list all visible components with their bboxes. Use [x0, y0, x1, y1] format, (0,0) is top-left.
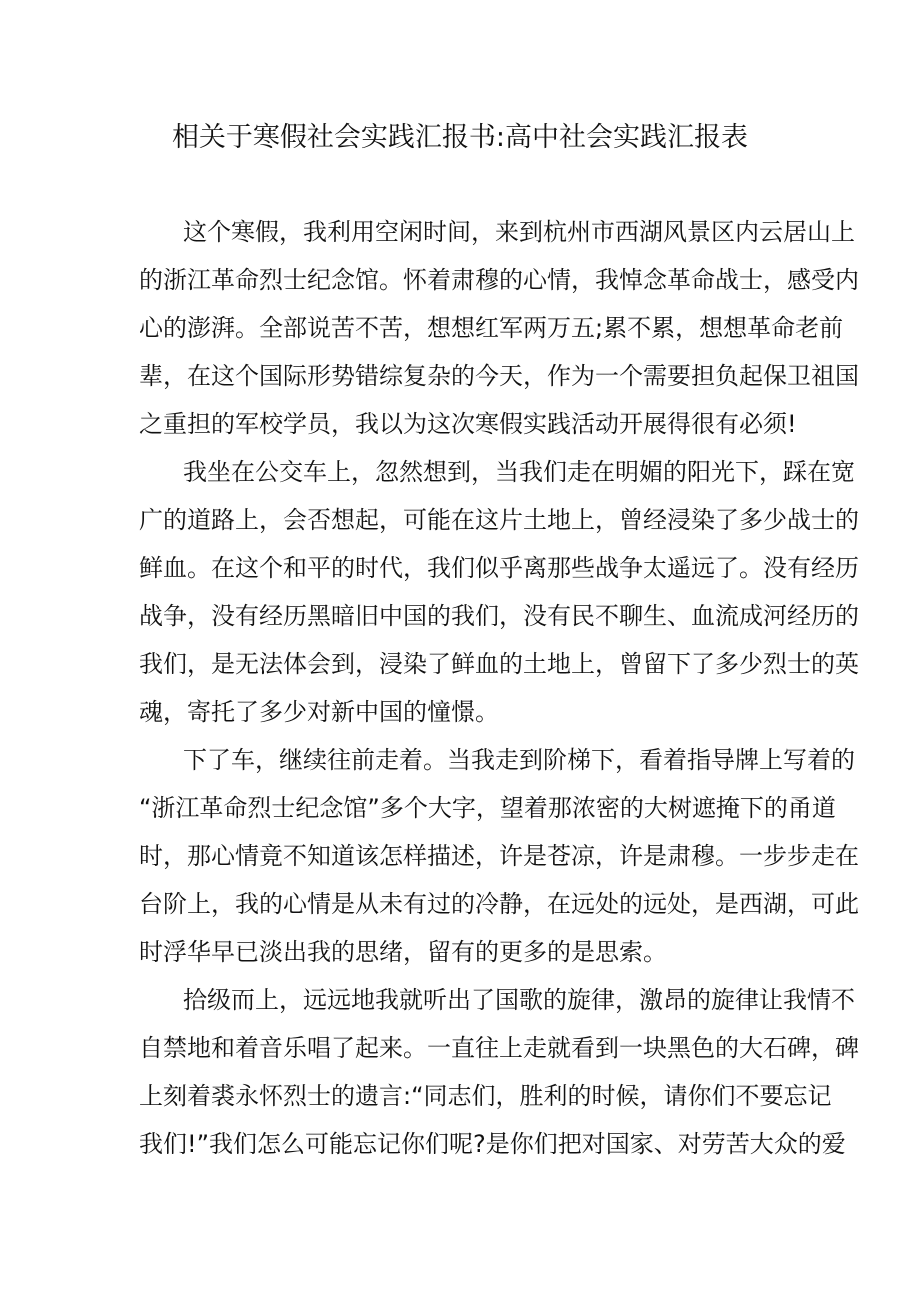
text-line: 魂，寄托了多少对新中国的憧憬。: [139, 698, 499, 726]
paragraph-4: [139, 976, 859, 1168]
text-line: 之重担的军校学员，我以为这次寒假实践活动开展得很有必须!: [139, 410, 797, 438]
text-line: 的浙江革命烈士纪念馆。怀着肃穆的心情，我悼念革命战士，感受内: [139, 266, 859, 294]
text-line: 心的澎湃。全部说苦不苦，想想红军两万五;累不累，想想革命老前: [139, 314, 844, 342]
text-line: 上刻着裘永怀烈士的遗言:“同志们，胜利的时候，请你们不要忘记: [139, 1082, 832, 1110]
text-line: 台阶上，我的心情是从未有过的冷静，在远处的远处，是西湖，可此: [139, 890, 859, 918]
text-line: 辈，在这个国际形势错综复杂的今天，作为一个需要担负起保卫祖国: [139, 362, 859, 390]
text-line: 我们!”我们怎么可能忘记你们呢?是你们把对国家、对劳苦大众的爱: [139, 1130, 846, 1158]
text-line: 我们，是无法体会到，浸染了鲜血的土地上，曾留下了多少烈士的英: [139, 650, 859, 678]
text-line: 广的道路上，会否想起，可能在这片土地上，曾经浸染了多少战士的: [139, 506, 859, 534]
text-line: 时浮华早已淡出我的思绪，留有的更多的是思索。: [139, 938, 667, 966]
text-line: 鲜血。在这个和平的时代，我们似乎离那些战争太遥远了。没有经历: [139, 554, 859, 582]
text-line: 时，那心情竟不知道该怎样描述，许是苍凉，许是肃穆。一步步走在: [139, 842, 859, 870]
paragraph-3: [139, 736, 859, 976]
text-line: 下了车，继续往前走着。当我走到阶梯下，看着指导牌上写着的: [183, 746, 855, 774]
text-line: “浙江革命烈士纪念馆”多个大字，望着那浓密的大树遮掩下的甬道: [139, 794, 836, 822]
paragraph-1: [139, 208, 859, 448]
text-line: 这个寒假，我利用空闲时间，来到杭州市西湖风景区内云居山上: [183, 218, 855, 246]
paragraph-2: [139, 448, 859, 736]
text-line: 拾级而上，远远地我就听出了国歌的旋律，激昂的旋律让我情不: [183, 986, 855, 1014]
document-title: 相关于寒假社会实践汇报书:高中社会实践汇报表: [171, 122, 749, 153]
text-line: 战争，没有经历黑暗旧中国的我们，没有民不聊生、血流成河经历的: [139, 602, 859, 630]
document-body: [139, 208, 859, 1168]
text-line: 自禁地和着音乐唱了起来。一直往上走就看到一块黑色的大石碑，碑: [139, 1034, 859, 1062]
text-line: 我坐在公交车上，忽然想到，当我们走在明媚的阳光下，踩在宽: [183, 458, 855, 486]
